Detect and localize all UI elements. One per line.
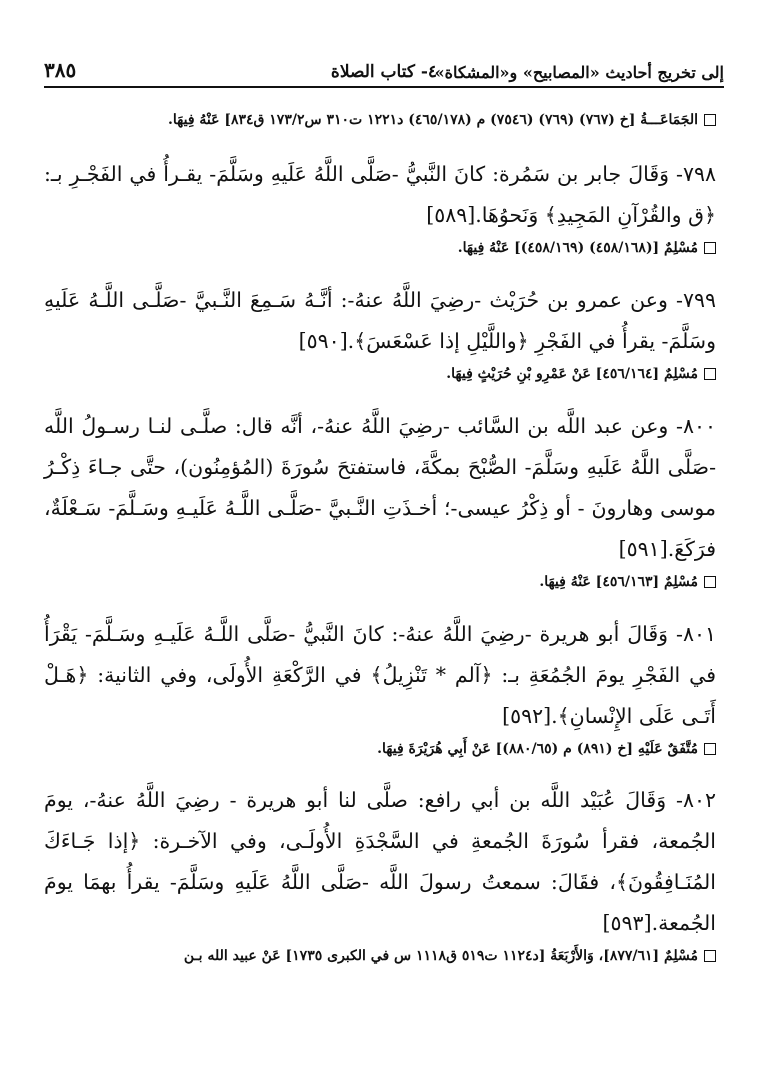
hadith-block (44, 780, 716, 970)
book-title: إلى تخريج أحاديث «المصابيح» و«المشكاة» (434, 63, 724, 82)
checkbox-square-icon (704, 242, 716, 254)
hadith-body: وَقَالَ جابر بن سَمُرة: كانَ النَّبيُّ -صَلَّى اللَّهُ عَلَيهِ وسَلَّمَ- يقـرأُ في الفَجْـرِ بـ: ﴿ق والقُرْآنِ المَجِيدِ﴾ وَنَحوُهَا.[٥٨٩] (44, 161, 716, 227)
hadith-text (44, 406, 716, 570)
takhrij-note (44, 944, 716, 970)
checkbox-square-icon (704, 368, 716, 380)
hadith-block (44, 614, 716, 763)
takhrij-text: مُتَّفَقٌ عَلَيْهِ [خ (٨٩١) م (٨٨٠/٦٥)] عَنْ أَبِي هُرَيْرَةَ فِيهَا. (377, 740, 698, 757)
running-header (44, 48, 724, 88)
takhrij-text: مُسْلِمٌ [٨٧٧/٦١]، وَالأَرْبَعَةُ [د١١٢٤ ت٥١٩ ق١١١٨ س في الكبرى ١٧٣٥] عَنْ عبيد الله بـن (183, 948, 698, 965)
page-number: ٣٨٥ (44, 58, 77, 82)
takhrij-note (44, 362, 716, 388)
hadith-block (44, 154, 716, 262)
hadith-body: وَقَالَ أبو هريرة -رضِيَ اللَّهُ عنهُ-: كانَ النَّبيُّ -صَلَّى اللَّـهُ عَلَيـهِ وسَـلَّمَ- يَقْرَأُ في الفَجْرِ يومَ الجُمُعَةِ بـ: ﴿آلم * تَنْزِيلُ﴾ في الرَّكْعَةِ الأُولَى، وفي الثانية: ﴿هَـلْ أَتَـى عَلَى الإِنْسانِ﴾.[٥٩٢] (44, 621, 716, 728)
takhrij-note (44, 108, 716, 134)
page-content (44, 108, 716, 988)
checkbox-square-icon (704, 114, 716, 126)
hadith-text (44, 780, 716, 944)
hadith-body: وعن عمرو بن حُرَيْث -رضِيَ اللَّهُ عنهُ-: أنَّـهُ سَـمِعَ النَّـبيَّ -صَلَّـى اللَّـهُ عَلَيهِ وسَلَّمَ- يقرأُ في الفَجْرِ ﴿واللَّيْلِ إذا عَسْعَسَ﴾.[٥٩٠] (44, 287, 716, 353)
takhrij-text: الجَمَاعَـــةُ [خ (٧٦٧) (٧٦٩) (٧٥٤٦) م (٤٦٥/١٧٨) د١٢٢١ ت٣١٠ س١٧٣/٢ ق٨٣٤] عَنْهُ فِيهَا. (168, 112, 698, 128)
takhrij-text: مُسْلِمٌ [٤٥٦/١٦٤] عَنْ عَمْرِو بْنِ حُرَيْثٍ فِيهَا. (446, 365, 698, 382)
hadith-number: ٨٠١- (676, 621, 716, 646)
hadith-number: ٨٠٠- (676, 413, 716, 438)
chapter-title: ٤- كتاب الصلاة (330, 62, 438, 82)
checkbox-square-icon (704, 743, 716, 755)
takhrij-note (44, 737, 716, 763)
takhrij-note (44, 570, 716, 596)
checkbox-square-icon (704, 576, 716, 588)
hadith-text (44, 614, 716, 737)
hadith-text (44, 154, 716, 236)
takhrij-note (44, 236, 716, 262)
hadith-number: ٧٩٩- (676, 287, 716, 312)
hadith-body: وعن عبد اللَّه بن السَّائب -رضِيَ اللَّهُ عنهُ-، أنَّه قال: صلَّـى لنـا رسـولُ اللَّه -صَلَّى اللَّهُ عَلَيهِ وسَلَّمَ- الصُّبْحَ بمكَّةَ، فاستفتحَ سُورَةَ (المُؤمِنُون)، حتَّى جـاءَ ذِكْـرُ موسى وهارونَ - أو ذِكْرُ عيسى-؛ أخـذَتِ النَّـبيَّ -صَلَّـى اللَّـهُ عَلَيـهِ وسَـلَّمَ- سَـعْلَةٌ، فرَكَعَ.[٥٩١] (44, 413, 716, 561)
takhrij-text: مُسْلِمٌ [(٤٥٨/١٦٨) (٤٥٨/١٦٩)] عَنْهُ فِيهَا. (457, 239, 698, 256)
hadith-block (44, 108, 716, 134)
hadith-text (44, 280, 716, 362)
hadith-number: ٧٩٨- (676, 161, 716, 186)
hadith-block (44, 406, 716, 596)
hadith-body: وَقَالَ عُبَيْد اللَّه بن أبي رافع: صلَّى لنا أبو هريرة - رضِيَ اللَّهُ عنهُ-، يومَ الجُمعة، فقرأ سُورَةَ الجُمعةِ في السَّجْدَةِ الأُولَـى، وفي الآخـرة: ﴿إذا جَـاءَكَ المُنَـافِقُونَ﴾، فقَالَ: سمعتُ رسولَ اللَّه -صَلَّى اللَّهُ عَلَيهِ وسَلَّمَ- يقرأُ بهمَا يومَ الجُمعة.[٥٩٣] (44, 788, 716, 936)
hadith-block (44, 280, 716, 388)
takhrij-text: مُسْلِمٌ [٤٥٦/١٦٣] عَنْهُ فِيهَا. (539, 573, 698, 590)
checkbox-square-icon (704, 950, 716, 962)
hadith-number: ٨٠٢- (676, 788, 716, 813)
